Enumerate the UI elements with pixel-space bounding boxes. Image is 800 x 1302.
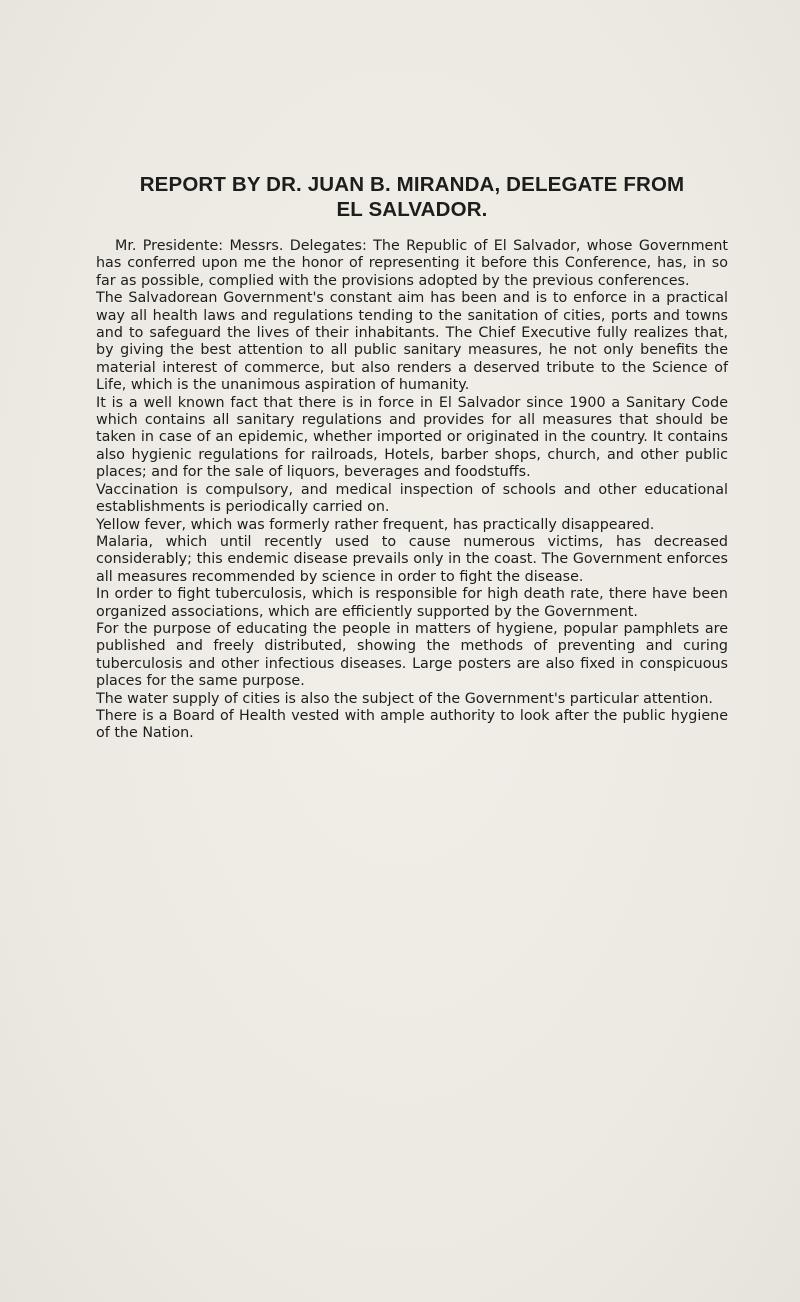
paragraph-education: For the purpose of educating the people in matters of hygiene, popular pamphlets are published and freely distributed, showing the methods of preventing and curing tuberculosis and other infectious diseases. Large posters are also fixed in conspicuous places for the same purpose. bbox=[96, 620, 728, 690]
paragraph-vaccination: Vaccination is compulsory, and medical inspection of schools and other educational establishments is periodically carried on. bbox=[96, 481, 728, 516]
paragraph-water-supply: The water supply of cities is also the subject of the Government's particular attention. bbox=[96, 690, 713, 707]
paragraph-malaria: Malaria, which until recently used to cause numerous victims, has decreased considerably; this endemic disease prevails only in the coast. The Government enforces all measures recommended by science in order to fight the disease. bbox=[96, 533, 728, 585]
paragraph-tuberculosis: In order to fight tuberculosis, which is responsible for high death rate, there have been organized associations, which are efficiently supported by the Government. bbox=[96, 586, 728, 620]
report-body bbox=[96, 238, 728, 743]
paragraph-salutation: Mr. Presidente: Messrs. Delegates: The Republic of El Salvador, whose Government has conferred upon me the honor of representing it before this Conference, has, in so far as possible, complied with the provisions adopted by the previous conferences. bbox=[96, 238, 728, 289]
paragraph-yellow-fever: Yellow fever, which was formerly rather frequent, has practically disappeared. bbox=[96, 516, 655, 533]
paragraph-sanitary-code: It is a well known fact that there is in force in El Salvador since 1900 a Sanitary Code which contains all sanitary regulations and provides for all measures that should be taken in case of an epidemic, whether imported or originated in the country. It contains also hygienic regulations for railroads, Hotels, barber shops, church, and other public places; and for the sale of liquors, beverages and foodstuffs. bbox=[96, 394, 728, 481]
paragraph-government-aim: The Salvadorean Government's constant aim has been and is to enforce in a practical way all health laws and regulations tending to the sanitation of cities, ports and towns and to safeguard the lives of their inhabitants. The Chief Executive fully realizes that, by giving the best attention to all public sanitary measures, he not only benefits the material interest of commerce, but also renders a deserved tribute to the Science of Life, which is the unanimous aspiration of humanity. bbox=[96, 290, 728, 394]
paragraph-board-of-health: There is a Board of Health vested with ample authority to look after the public hygiene of the Nation. bbox=[96, 707, 728, 742]
report-title-line-1: REPORT BY DR. JUAN B. MIRANDA, DELEGATE FROM bbox=[139, 173, 685, 196]
report-title-line-2: EL SALVADOR. bbox=[336, 198, 488, 221]
report-title bbox=[96, 172, 728, 222]
